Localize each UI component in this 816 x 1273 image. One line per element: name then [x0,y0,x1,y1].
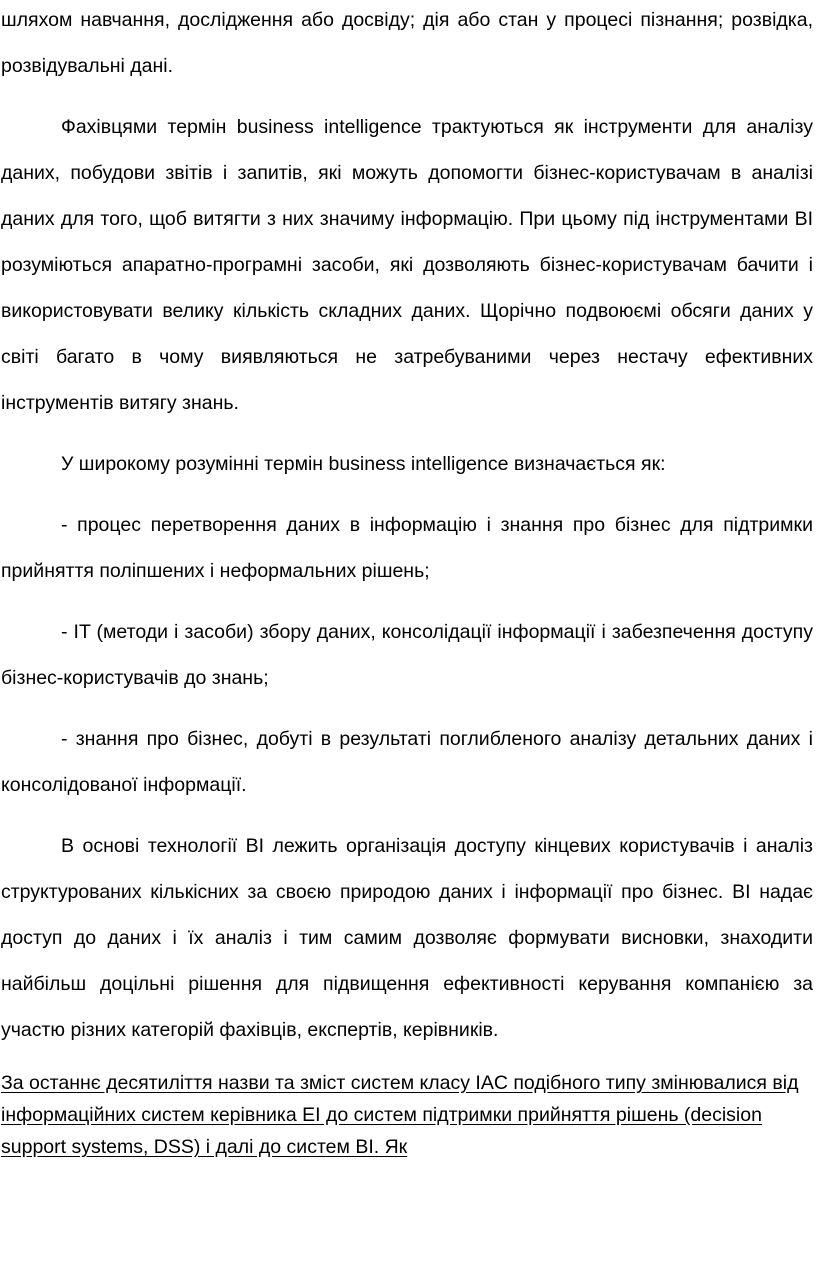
paragraph-iac-history: За останнє десятиліття назви та зміст систем класу IAC подібного типу змінювалися від інформаційних систем керівника EI до систем підтримки прийняття рішень (decision support systems, DSS) і далі до систем BI. Як [1,1072,799,1158]
list-item-process: - процес перетворення даних в інформацію і знання про бізнес для підтримки прийняття поліпшених і неформальних рішень; [1,514,813,582]
paragraph-broad-definition-intro: У широкому розумінні термін business intelligence визначається як: [61,453,666,475]
paragraph-bi-basis: В основі технології BI лежить організація доступу кінцевих користувачів і аналіз структурованих кількісних за своєю природою даних і інформації про бізнес. BI надає доступ до даних і їх аналіз і тим самим дозволяє формувати висновки, знаходити найбільш доцільні рішення для підвищення ефективності керування компанією за участю різних категорій фахівців, експертів, керівників. [1,835,813,1041]
list-item-business-knowledge: - знання про бізнес, добуті в результаті поглибленого аналізу детальних даних і консолідованої інформації. [1,728,813,796]
paragraph-bi-tools-definition: Фахівцями термін business intelligence трактуються як інструменти для аналізу даних, побудови звітів і запитів, які можуть допомогти бізнес-користувачам в аналізі даних для того, щоб витягти з них значиму інформацію. При цьому під інструментами BI розуміються апаратно-програмні засоби, які дозволяють бізнес-користувачам бачити і використовувати велику кількість складних даних. Щорічно подвоюємі обсяги даних у світі багато в чому виявляються не затребуваними через нестачу ефективних інструментів витягу знань. [1,116,813,414]
paragraph-continuation: шляхом навчання, дослідження або досвіду; дія або стан у процесі пізнання; розвідка, розвідувальні дані. [1,9,813,77]
list-item-it-methods: - IT (методи і засоби) збору даних, консолідації інформації і забезпечення доступу бізнес-користувачів до знань; [1,621,813,689]
